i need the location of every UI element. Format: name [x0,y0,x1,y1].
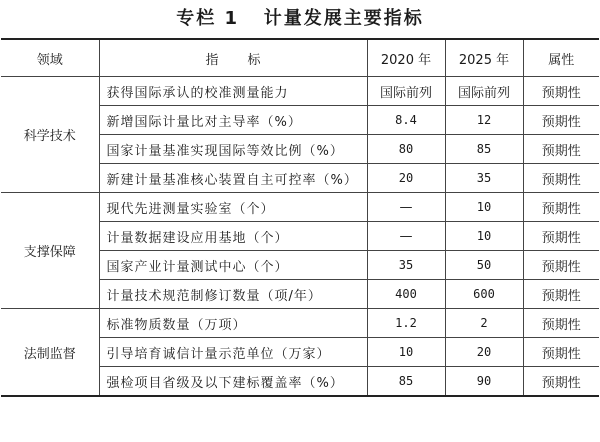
table-row [1,193,599,222]
header-2025: 2025 年 [445,39,523,77]
indicator-name: 计量技术规范制修订数量（项/年） [99,280,367,309]
indicators-table [1,38,599,397]
value-2020: 20 [367,164,445,193]
value-2020: — [367,222,445,251]
value-2020: 80 [367,135,445,164]
attribute-cell: 预期性 [523,338,599,367]
value-2020: 8.4 [367,106,445,135]
value-2025: 2 [445,309,523,338]
attribute-cell: 预期性 [523,164,599,193]
value-2020: 国际前列 [367,77,445,106]
header-domain: 领域 [1,39,99,77]
value-2025: 35 [445,164,523,193]
attribute-cell: 预期性 [523,135,599,164]
indicator-name: 计量数据建设应用基地（个） [99,222,367,251]
attribute-cell: 预期性 [523,193,599,222]
table-row [1,77,599,106]
indicator-name: 现代先进测量实验室（个） [99,193,367,222]
value-2020: — [367,193,445,222]
value-2025: 600 [445,280,523,309]
domain-cell: 支撑保障 [1,193,99,309]
value-2025: 50 [445,251,523,280]
indicator-name: 国家计量基准实现国际等效比例（%） [99,135,367,164]
value-2025: 12 [445,106,523,135]
table-row [1,309,599,338]
attribute-cell: 预期性 [523,309,599,338]
indicator-name: 标准物质数量（万项） [99,309,367,338]
indicator-name: 获得国际承认的校准测量能力 [99,77,367,106]
value-2025: 85 [445,135,523,164]
attribute-cell: 预期性 [523,106,599,135]
header-attribute: 属性 [523,39,599,77]
domain-cell: 科学技术 [1,77,99,193]
value-2020: 85 [367,367,445,397]
value-2020: 400 [367,280,445,309]
indicator-name: 新建计量基准核心装置自主可控率（%） [99,164,367,193]
attribute-cell: 预期性 [523,280,599,309]
domain-cell: 法制监督 [1,309,99,397]
value-2020: 35 [367,251,445,280]
table-title: 专栏 1 计量发展主要指标 [176,8,424,29]
attribute-cell: 预期性 [523,222,599,251]
value-2020: 1.2 [367,309,445,338]
value-2025: 10 [445,193,523,222]
header-2020: 2020 年 [367,39,445,77]
header-indicator: 指 标 [99,39,367,77]
attribute-cell: 预期性 [523,367,599,397]
attribute-cell: 预期性 [523,251,599,280]
indicator-name: 引导培育诚信计量示范单位（万家） [99,338,367,367]
value-2025: 国际前列 [445,77,523,106]
value-2020: 10 [367,338,445,367]
indicator-name: 国家产业计量测试中心（个） [99,251,367,280]
value-2025: 90 [445,367,523,397]
indicator-name: 强检项目省级及以下建标覆盖率（%） [99,367,367,397]
header-row [1,39,599,77]
value-2025: 20 [445,338,523,367]
indicator-name: 新增国际计量比对主导率（%） [99,106,367,135]
value-2025: 10 [445,222,523,251]
attribute-cell: 预期性 [523,77,599,106]
